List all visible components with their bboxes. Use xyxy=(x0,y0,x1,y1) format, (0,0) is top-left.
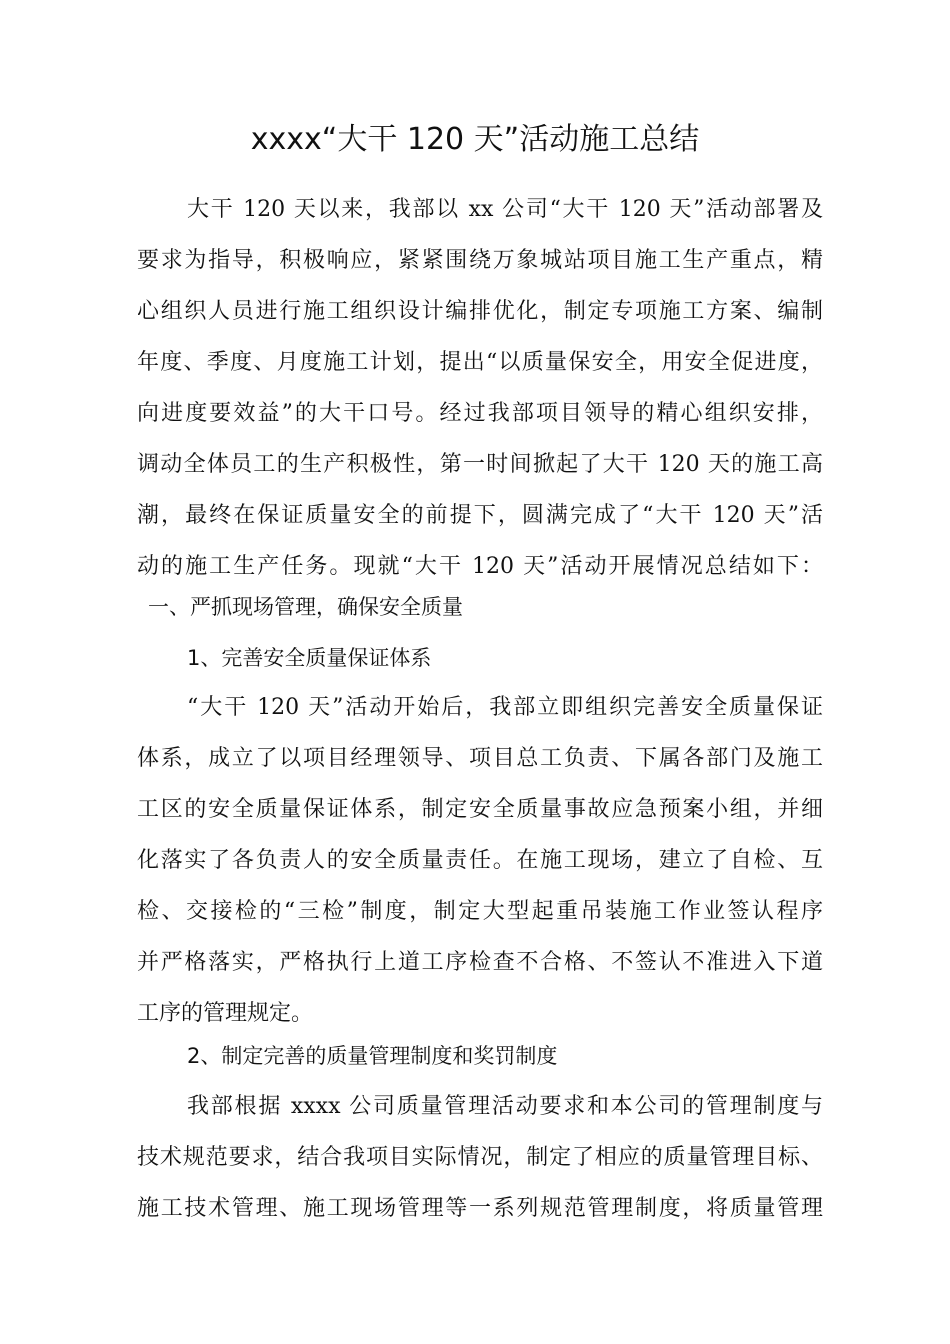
intro-line-6: 调动全体员工的生产积极性，第一时间掀起了大干 120 天的施工高 xyxy=(137,452,823,477)
subsection2-line-2: 技术规范要求，结合我项目实际情况，制定了相应的质量管理目标、 xyxy=(137,1145,823,1170)
document-title: xxxx“大干 120 天”活动施工总结 xyxy=(250,122,700,157)
intro-line-2: 要求为指导，积极响应，紧紧围绕万象城站项目施工生产重点，精 xyxy=(137,248,823,273)
subsection1-line-3: 工区的安全质量保证体系，制定安全质量事故应急预案小组，并细 xyxy=(137,797,823,822)
subsection1-line-4: 化落实了各负责人的安全质量责任。在施工现场，建立了自检、互 xyxy=(137,848,823,873)
subsection2-line-3: 施工技术管理、施工现场管理等一系列规范管理制度，将质量管理 xyxy=(137,1196,823,1221)
subsection1-line-6: 并严格落实，严格执行上道工序检查不合格、不签认不准进入下道 xyxy=(137,950,823,975)
subsection-heading-2: 2、制定完善的质量管理制度和奖罚制度 xyxy=(187,1044,558,1068)
subsection1-line-1: “大干 120 天”活动开始后，我部立即组织完善安全质量保证 xyxy=(187,695,823,720)
intro-line-1: 大干 120 天以来，我部以 xx 公司“大干 120 天”活动部署及 xyxy=(187,197,823,222)
intro-line-7: 潮，最终在保证质量安全的前提下，圆满完成了“大干 120 天”活 xyxy=(137,503,823,528)
subsection2-line-1: 我部根据 xxxx 公司质量管理活动要求和本公司的管理制度与 xyxy=(187,1094,823,1119)
intro-line-4: 年度、季度、月度施工计划，提出“以质量保安全，用安全促进度， xyxy=(137,350,823,375)
intro-line-3: 心组织人员进行施工组织设计编排优化，制定专项施工方案、编制 xyxy=(137,299,823,324)
section-heading-1: 一、严抓现场管理，确保安全质量 xyxy=(148,595,463,619)
subsection-heading-1: 1、完善安全质量保证体系 xyxy=(187,646,432,670)
subsection1-line-7: 工序的管理规定。 xyxy=(137,1001,314,1026)
intro-line-8: 动的施工生产任务。现就“大干 120 天”活动开展情况总结如下： xyxy=(137,554,823,579)
subsection1-line-5: 检、交接检的“三检”制度，制定大型起重吊装施工作业签认程序 xyxy=(137,899,823,924)
intro-line-5: 向进度要效益”的大干口号。经过我部项目领导的精心组织安排， xyxy=(137,401,823,426)
subsection1-line-2: 体系，成立了以项目经理领导、项目总工负责、下属各部门及施工 xyxy=(137,746,823,771)
